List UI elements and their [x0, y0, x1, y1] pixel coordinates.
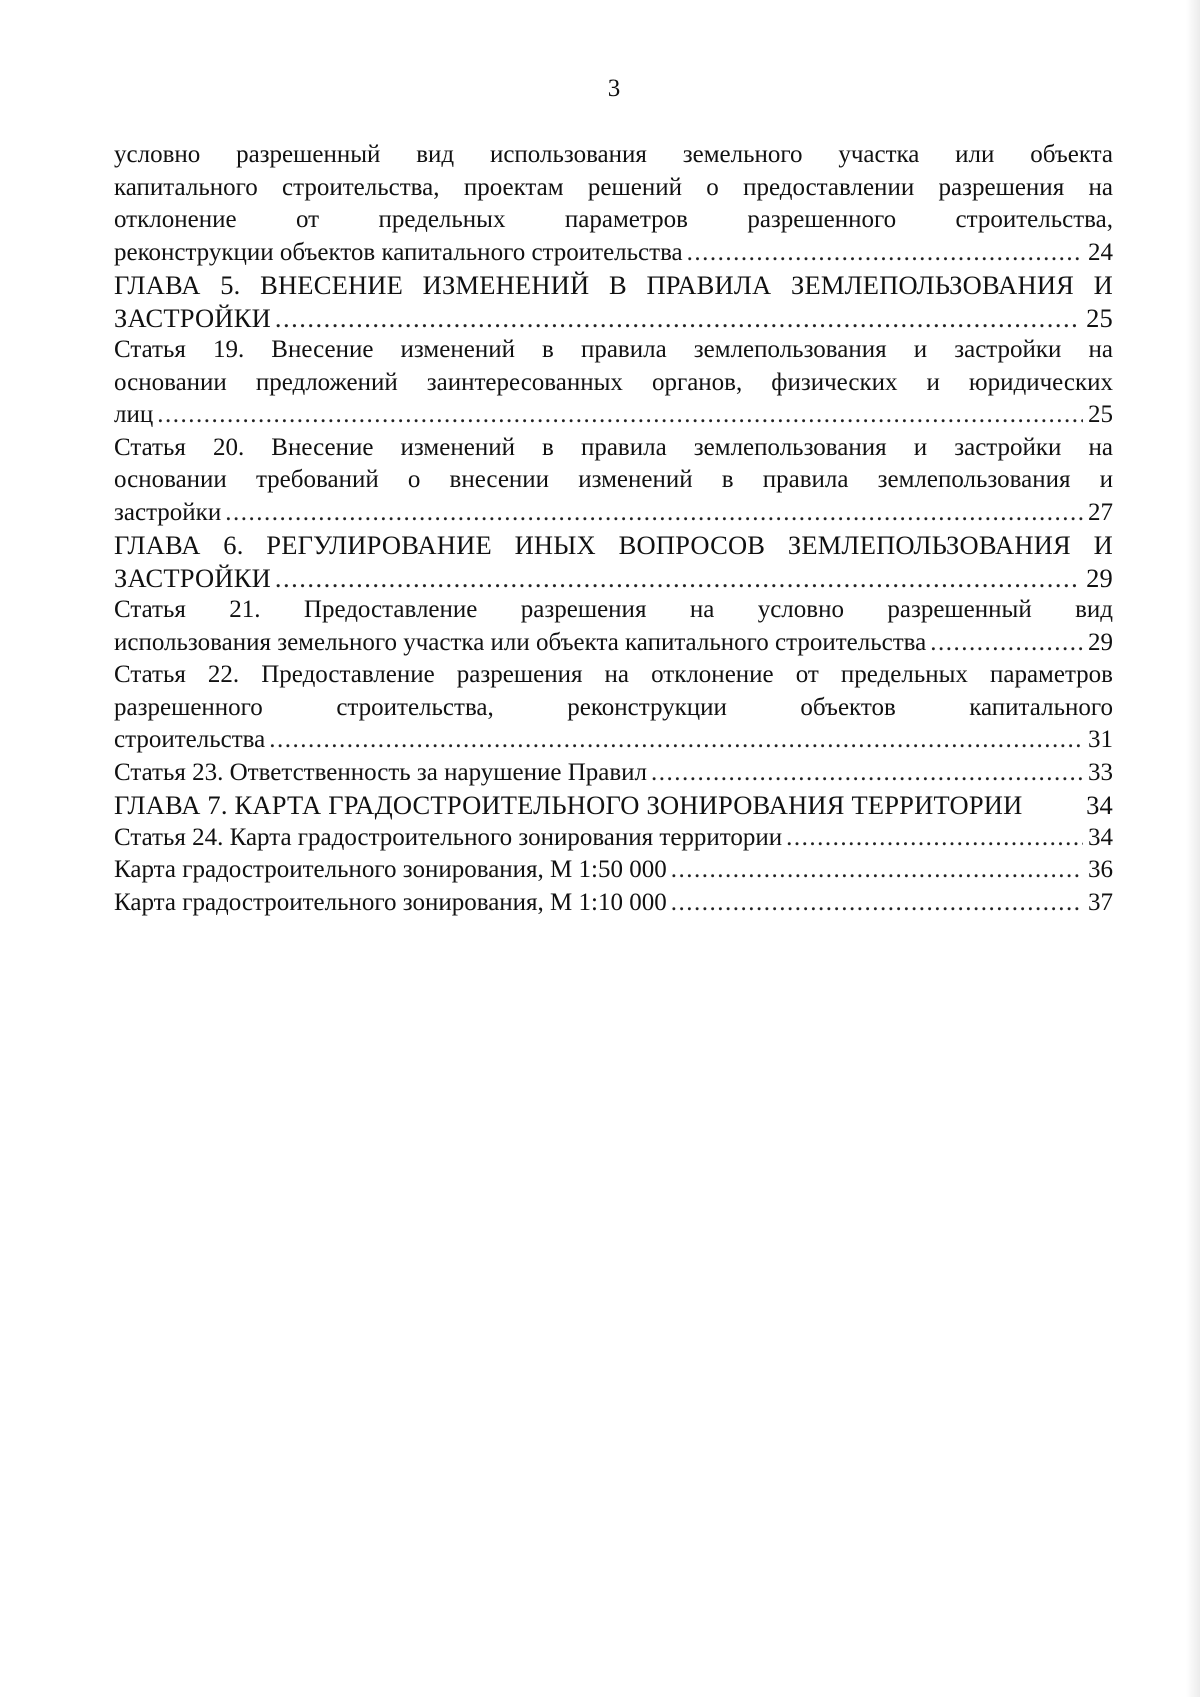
toc-entry-last-line [114, 497, 1113, 530]
toc-article-entry[interactable] [114, 334, 1113, 432]
toc-page-number: 31 [1088, 726, 1113, 753]
toc-entry-title: ЗАСТРОЙКИ [114, 562, 271, 593]
dot-leader [275, 562, 1081, 595]
toc-entry-line: основании требований о внесении изменений в правила землепользования и [114, 466, 1113, 493]
toc-page-number: 37 [1088, 888, 1113, 916]
dot-leader [275, 302, 1081, 335]
toc-entry-title: реконструкции объектов капитального строительства [114, 238, 683, 266]
toc-entry-title: Карта градостроительного зонирования, М 1:50 000 [114, 856, 667, 883]
toc-article-entry[interactable] [114, 432, 1113, 530]
toc-entry-last-line [114, 399, 1113, 432]
dot-leader [930, 627, 1083, 660]
toc-entry-last-line [114, 789, 1113, 822]
toc-article-entry[interactable] [114, 887, 1113, 920]
toc-page-number: 29 [1086, 562, 1113, 593]
dot-leader [225, 497, 1083, 530]
toc-entry-last-line [114, 237, 1113, 270]
toc-entry-line: разрешенного строительства, реконструкции объектов капитального [114, 693, 1113, 721]
toc-page-number: 24 [1088, 238, 1113, 266]
page-number: 3 [607, 75, 621, 102]
toc-entry-line: Статья 21. Предоставление разрешения на условно разрешенный вид [114, 596, 1113, 623]
toc-entry-last-line [114, 724, 1113, 757]
toc-entry-line: отклонение от предельных параметров разрешенного строительства, [114, 206, 1113, 233]
toc-entry-last-line [114, 627, 1113, 660]
toc-page-number: 34 [1086, 790, 1113, 820]
page-edge-shadow [1186, 0, 1200, 1697]
toc-entry-last-line [114, 302, 1113, 335]
dot-leader [157, 399, 1083, 432]
toc-page-number: 27 [1088, 498, 1113, 526]
toc-article-entry[interactable] [114, 659, 1113, 757]
toc-entry-title: Карта градостроительного зонирования, М 1:10 000 [114, 888, 667, 916]
toc-entry-title: Статья 23. Ответственность за нарушение Правил [114, 758, 648, 786]
toc-entry-line: капитального строительства, проектам решений о предоставлении разрешения на [114, 173, 1113, 201]
toc-entry-line: Статья 20. Внесение изменений в правила землепользования и застройки на [114, 433, 1113, 461]
dot-leader [687, 237, 1083, 270]
toc-entry-last-line [114, 822, 1113, 855]
toc-entry-title: строительства [114, 726, 266, 753]
toc-entry-title: ЗАСТРОЙКИ [114, 302, 271, 333]
toc-chapter-entry[interactable] [114, 789, 1113, 822]
toc-page-number: 25 [1088, 401, 1113, 428]
dot-leader [671, 887, 1083, 920]
toc-entry-line: Статья 22. Предоставление разрешения на отклонение от предельных параметров [114, 661, 1113, 688]
toc-article-entry[interactable] [114, 854, 1113, 887]
table-of-contents [114, 139, 1113, 919]
toc-page-number: 25 [1086, 302, 1113, 333]
toc-chapter-entry[interactable] [114, 269, 1113, 334]
toc-page-number: 29 [1088, 628, 1113, 656]
toc-entry-line: основании предложений заинтересованных органов, физических и юридических [114, 368, 1113, 396]
dot-leader [671, 854, 1083, 887]
toc-chapter-entry[interactable] [114, 529, 1113, 594]
toc-entry-title: застройки [114, 498, 222, 526]
toc-article-entry[interactable] [114, 757, 1113, 790]
toc-entry-title: ГЛАВА 7. КАРТА ГРАДОСТРОИТЕЛЬНОГО ЗОНИРОВАНИЯ ТЕРРИТОРИИ [114, 790, 1023, 820]
toc-entry-last-line [114, 854, 1113, 887]
toc-article-entry[interactable] [114, 139, 1113, 269]
toc-entry-title: лиц [114, 401, 154, 428]
toc-entry-line: ГЛАВА 6. РЕГУЛИРОВАНИЕ ИНЫХ ВОПРОСОВ ЗЕМЛЕПОЛЬЗОВАНИЯ И [114, 530, 1113, 560]
toc-entry-line: ГЛАВА 5. ВНЕСЕНИЕ ИЗМЕНЕНИЙ В ПРАВИЛА ЗЕМЛЕПОЛЬЗОВАНИЯ И [114, 270, 1113, 300]
toc-page-number: 36 [1088, 856, 1113, 883]
toc-entry-title: использования земельного участка или объекта капитального строительства [114, 628, 927, 656]
toc-page-number: 34 [1088, 823, 1113, 851]
dot-leader [651, 757, 1083, 790]
toc-entry-last-line [114, 562, 1113, 595]
dot-leader [786, 822, 1083, 855]
toc-entry-line: Статья 19. Внесение изменений в правила землепользования и застройки на [114, 336, 1113, 363]
toc-entry-last-line [114, 887, 1113, 920]
toc-article-entry[interactable] [114, 594, 1113, 659]
toc-article-entry[interactable] [114, 822, 1113, 855]
toc-page-number: 33 [1088, 758, 1113, 786]
toc-entry-last-line [114, 757, 1113, 790]
toc-entry-line: условно разрешенный вид использования земельного участка или объекта [114, 141, 1113, 168]
toc-entry-title: Статья 24. Карта градостроительного зонирования территории [114, 823, 783, 851]
dot-leader [269, 724, 1083, 757]
